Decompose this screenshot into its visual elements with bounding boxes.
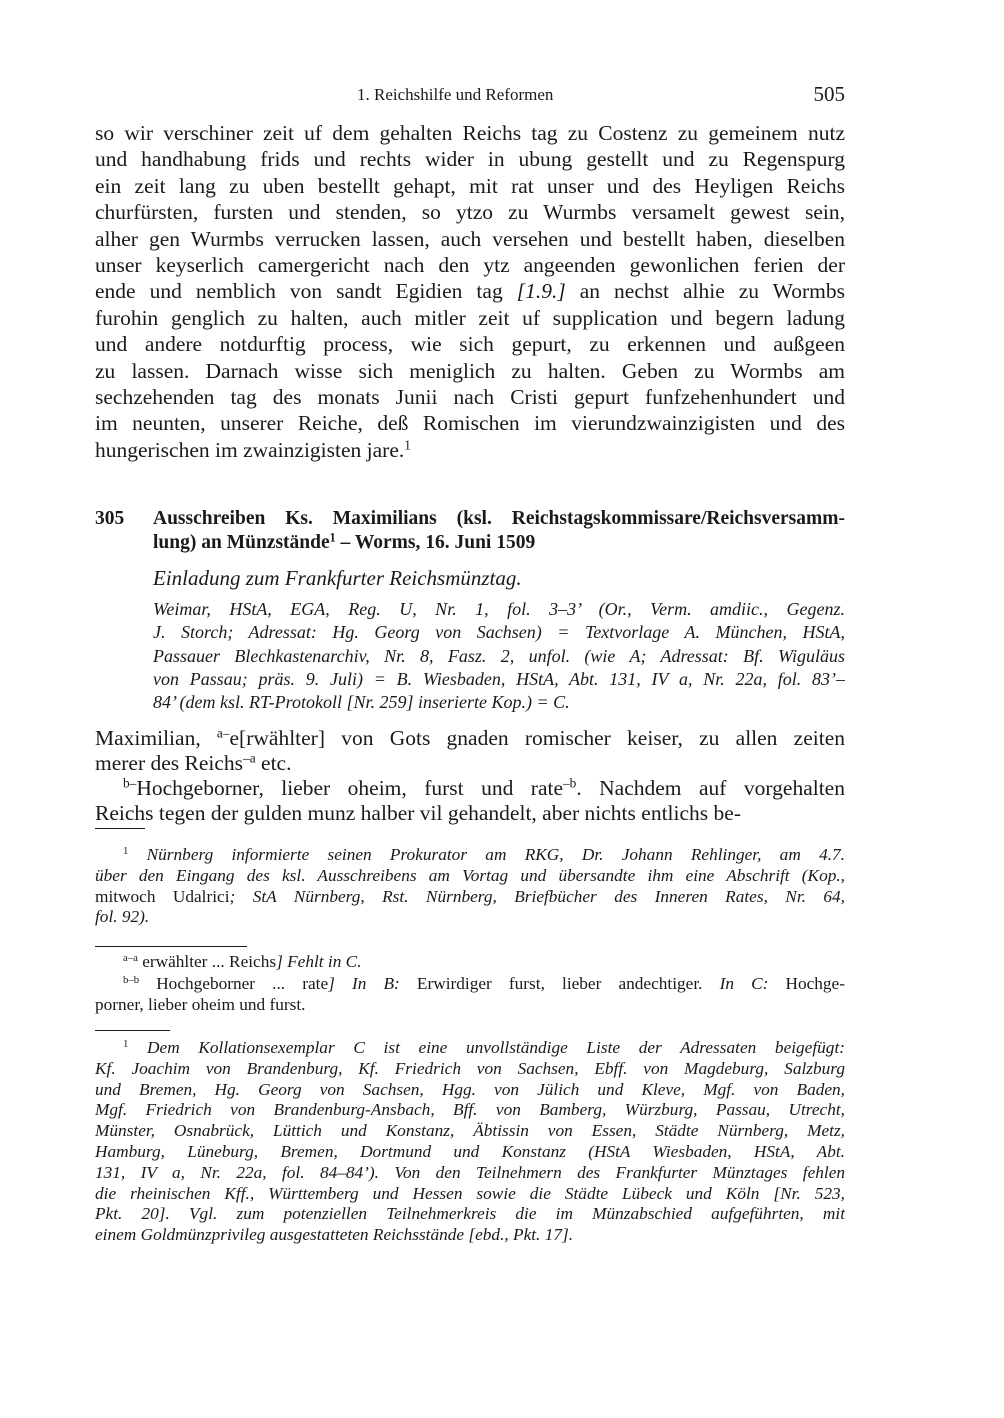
running-head bbox=[95, 82, 845, 108]
text-line bbox=[95, 1142, 845, 1163]
note-marker: a– bbox=[216, 726, 230, 741]
note-marker: –b bbox=[563, 776, 577, 791]
text-line bbox=[95, 801, 845, 826]
italic-run: fol. 92). bbox=[95, 907, 150, 927]
note-marker: a–a bbox=[123, 952, 138, 965]
text-run: und handhabung frids und rechts wider in ubung gestellt und zu Regenspurg bbox=[95, 147, 845, 172]
text-line bbox=[95, 120, 845, 146]
text-run: e[rwählter] von Gots gnaden romischer keiser, zu allen zeiten bbox=[229, 726, 845, 750]
text-run: alher gen Wurmbs verrucken lassen, auch versehen und bestellt haben, dieselben bbox=[95, 226, 845, 251]
note-marker: 1 bbox=[329, 531, 336, 545]
text-line bbox=[153, 507, 845, 531]
text-run: etc. bbox=[255, 751, 292, 775]
text-line bbox=[95, 1038, 845, 1059]
italic-run: Nürnberg informierte seinen Prokurator am RKG, Dr. Johann Rehlinger, am 4.7. bbox=[146, 845, 845, 864]
italic-run: über den Eingang des ksl. Ausschreibens am Vortag und übersandte ihm eine Abschrift (Kop., bbox=[95, 865, 845, 885]
italic-run: Kf. Joachim von Brandenburg, Kf. Friedrich von Sachsen, Ebff. von Magdeburg, Salzburg bbox=[95, 1058, 845, 1078]
running-title: 1. Reichshilfe und Reformen bbox=[357, 85, 554, 104]
text-line bbox=[153, 531, 845, 555]
italic-run: Dem Kollationsexemplar C ist eine unvollständige Liste der Adressaten beigefügt: bbox=[147, 1038, 845, 1057]
text-line bbox=[95, 951, 845, 973]
text-run: unser keyserlich camergericht nach den ytz angeenden gewonlichen ferien der bbox=[95, 253, 845, 278]
italic-run: ] Fehlt in C. bbox=[276, 952, 362, 971]
text-line bbox=[95, 845, 845, 866]
text-run: 84’ (dem ksl. RT-Protokoll [Nr. 259] inserierte Kop.) = C. bbox=[153, 692, 570, 713]
italic-run: einem Goldmünzprivileg ausgestatteten Reichsstände [ebd., Pkt. 17]. bbox=[95, 1225, 574, 1245]
document-number: 305 bbox=[95, 508, 125, 529]
text-line bbox=[95, 973, 845, 995]
text-line bbox=[153, 645, 845, 668]
text-run: erwählter ... Reichs bbox=[137, 952, 277, 971]
text-line bbox=[153, 668, 845, 691]
text-run: Ausschreiben Ks. Maximilians (ksl. Reichstagskommissare/Reichsversamm- bbox=[153, 508, 845, 529]
text-line bbox=[95, 1080, 845, 1101]
text-run: Hochgeborner, lieber oheim, furst und rate bbox=[136, 776, 563, 800]
text-run: porner, lieber oheim und furst. bbox=[95, 995, 306, 1014]
italic-run: [1.9.] bbox=[516, 279, 566, 304]
footnotes-text bbox=[95, 845, 845, 928]
text-line bbox=[95, 751, 845, 776]
text-line bbox=[95, 278, 845, 304]
text-run: so wir verschiner zeit uf dem gehalten Reichs tag zu Costenz zu gemeinem nutz bbox=[95, 121, 845, 145]
text-run: – Worms, 16. Juni 1509 bbox=[335, 532, 536, 553]
text-run: von Passau; präs. 9. Juli) = B. Wiesbaden, HStA, Abt. 131, IV a, Nr. 22a, fol. 83’– bbox=[153, 668, 845, 689]
document-text bbox=[95, 726, 845, 826]
note-marker: –a bbox=[243, 751, 256, 766]
text-line bbox=[153, 691, 845, 714]
text-run: merer des Reichs bbox=[95, 751, 244, 775]
text-line bbox=[95, 994, 845, 1016]
text-line bbox=[95, 1163, 845, 1184]
text-line bbox=[153, 621, 845, 644]
text-run: hungerischen im zwainzigisten jare. bbox=[95, 437, 405, 462]
text-line bbox=[95, 252, 845, 278]
text-run: Passauer Blechkastenarchiv, Nr. 8, Fasz. 2, unfol. (wie A; Adressat: Bf. Wiguläus bbox=[153, 645, 845, 666]
text-line bbox=[95, 776, 845, 801]
text-line bbox=[95, 887, 845, 908]
italic-run: Münster, Osnabrück, Lüttich und Konstanz, Äbtissin von Essen, Städte Nürnberg, Metz, bbox=[95, 1121, 845, 1141]
document-summary: Einladung zum Frankfurter Reichsmünztag. bbox=[153, 566, 522, 590]
italic-run: ; StA Nürnberg, Rst. Nürnberg, Briefbücher des Inneren Rates, Nr. 64, bbox=[229, 886, 845, 906]
text-run: Reichs tegen der gulden munz halber vil gehandelt, aber nichts entlichs be- bbox=[95, 801, 741, 825]
note-marker: 1 bbox=[123, 1038, 129, 1051]
footnotes-document bbox=[95, 1038, 845, 1246]
text-line bbox=[95, 410, 845, 436]
text-line bbox=[95, 907, 845, 928]
text-line bbox=[95, 146, 845, 172]
note-marker: b– bbox=[123, 776, 137, 791]
text-line bbox=[95, 1184, 845, 1205]
text-run: lung) an Münzstände bbox=[153, 532, 330, 553]
variant-notes bbox=[95, 951, 845, 1016]
note-marker: b–b bbox=[123, 973, 140, 986]
document-footnote-rule bbox=[95, 1030, 170, 1031]
text-line bbox=[153, 598, 845, 621]
text-run: Erwirdiger furst, lieber andechtiger. bbox=[399, 973, 720, 993]
text-run: zu lassen. Darnach wisse sich meniglich zu halten. Geben zu Wormbs am bbox=[95, 358, 845, 383]
note-marker: 1 bbox=[404, 437, 411, 453]
main-text bbox=[95, 120, 845, 463]
text-run bbox=[128, 845, 146, 864]
text-run: im neunten, unserer Reiche, deß Romischen im vierundzwainzigisten und des bbox=[95, 411, 845, 436]
text-line bbox=[95, 1204, 845, 1225]
page-number: 505 bbox=[813, 82, 845, 106]
text-run: Hochge- bbox=[768, 973, 845, 993]
text-line bbox=[95, 1225, 845, 1246]
text-line bbox=[95, 331, 845, 357]
italic-run: und Bremen, Hg. Georg von Sachsen, Hgg. von Jülich und Kleve, Mgf. von Baden, bbox=[95, 1079, 845, 1099]
text-run: an nechst alhie zu Wormbs bbox=[565, 279, 845, 304]
text-line bbox=[95, 866, 845, 887]
document-title bbox=[153, 507, 845, 555]
text-run: Hochgeborner ... rate bbox=[139, 973, 329, 993]
text-line bbox=[95, 305, 845, 331]
text-run: ende und nemblich von sandt Egidien tag bbox=[95, 279, 517, 304]
text-line bbox=[95, 1100, 845, 1121]
document-source bbox=[153, 598, 845, 714]
italic-run: Mgf. Friedrich von Brandenburg-Ansbach, Bff. von Bamberg, Würzburg, Passau, Utrecht, bbox=[95, 1100, 845, 1120]
italic-run: 131, IV a, Nr. 22a, fol. 84–84’). Von den Teilnehmern des Frankfurter Münztages fehlen bbox=[95, 1162, 845, 1182]
text-line bbox=[95, 358, 845, 384]
variants-rule bbox=[95, 946, 247, 947]
italic-run: In C: bbox=[719, 973, 769, 993]
italic-run: Pkt. 20]. Vgl. zum potenziellen Teilnehmerkreis die im Münzabschied aufgeführten, mit bbox=[95, 1204, 845, 1224]
text-line bbox=[95, 726, 845, 751]
text-run: . Nachdem auf vorgehalten bbox=[576, 776, 845, 800]
text-run: sechzehenden tag des monats Junii nach Cristi gepurt funfzehenhundert und bbox=[95, 385, 845, 410]
text-line bbox=[95, 1059, 845, 1080]
text-line bbox=[95, 1121, 845, 1142]
text-line bbox=[95, 173, 845, 199]
text-run: churfürsten, fursten und stenden, so ytzo zu Wurmbs versamelt gewest sein, bbox=[95, 200, 845, 225]
text-run: mitwoch Udalrici bbox=[95, 886, 230, 906]
text-run: furohin genglich zu halten, auch mitler zeit uf supplication und begern ladung bbox=[95, 305, 845, 330]
text-run: Maximilian, bbox=[95, 726, 217, 750]
text-line bbox=[95, 384, 845, 410]
text-run: und andere notdurftig process, wie sich gepurt, zu erkennen und außgeen bbox=[95, 332, 845, 357]
text-line bbox=[95, 437, 845, 463]
italic-run: die rheinischen Kff., Württemberg und Hessen sowie die Städte Lübeck und Köln [Nr. 523, bbox=[95, 1183, 845, 1203]
text-run: J. Storch; Adressat: Hg. Georg von Sachsen) = Textvorlage A. München, HStA, bbox=[153, 622, 845, 643]
text-run: ein zeit lang zu uben bestellt gehapt, mit rat unser und des Heyligen Reichs bbox=[95, 173, 845, 198]
text-line bbox=[95, 199, 845, 225]
footnote-rule bbox=[95, 828, 145, 829]
note-marker: 1 bbox=[123, 845, 129, 858]
text-run bbox=[128, 1038, 147, 1057]
italic-run: ] In B: bbox=[328, 973, 400, 993]
text-run: Weimar, HStA, EGA, Reg. U, Nr. 1, fol. 3–3’ (Or., Verm. amdiic., Gegenz. bbox=[153, 599, 845, 619]
italic-run: Hamburg, Lüneburg, Bremen, Dortmund und Konstanz (HStA Wiesbaden, HStA, Abt. bbox=[95, 1141, 845, 1161]
text-line bbox=[95, 226, 845, 252]
